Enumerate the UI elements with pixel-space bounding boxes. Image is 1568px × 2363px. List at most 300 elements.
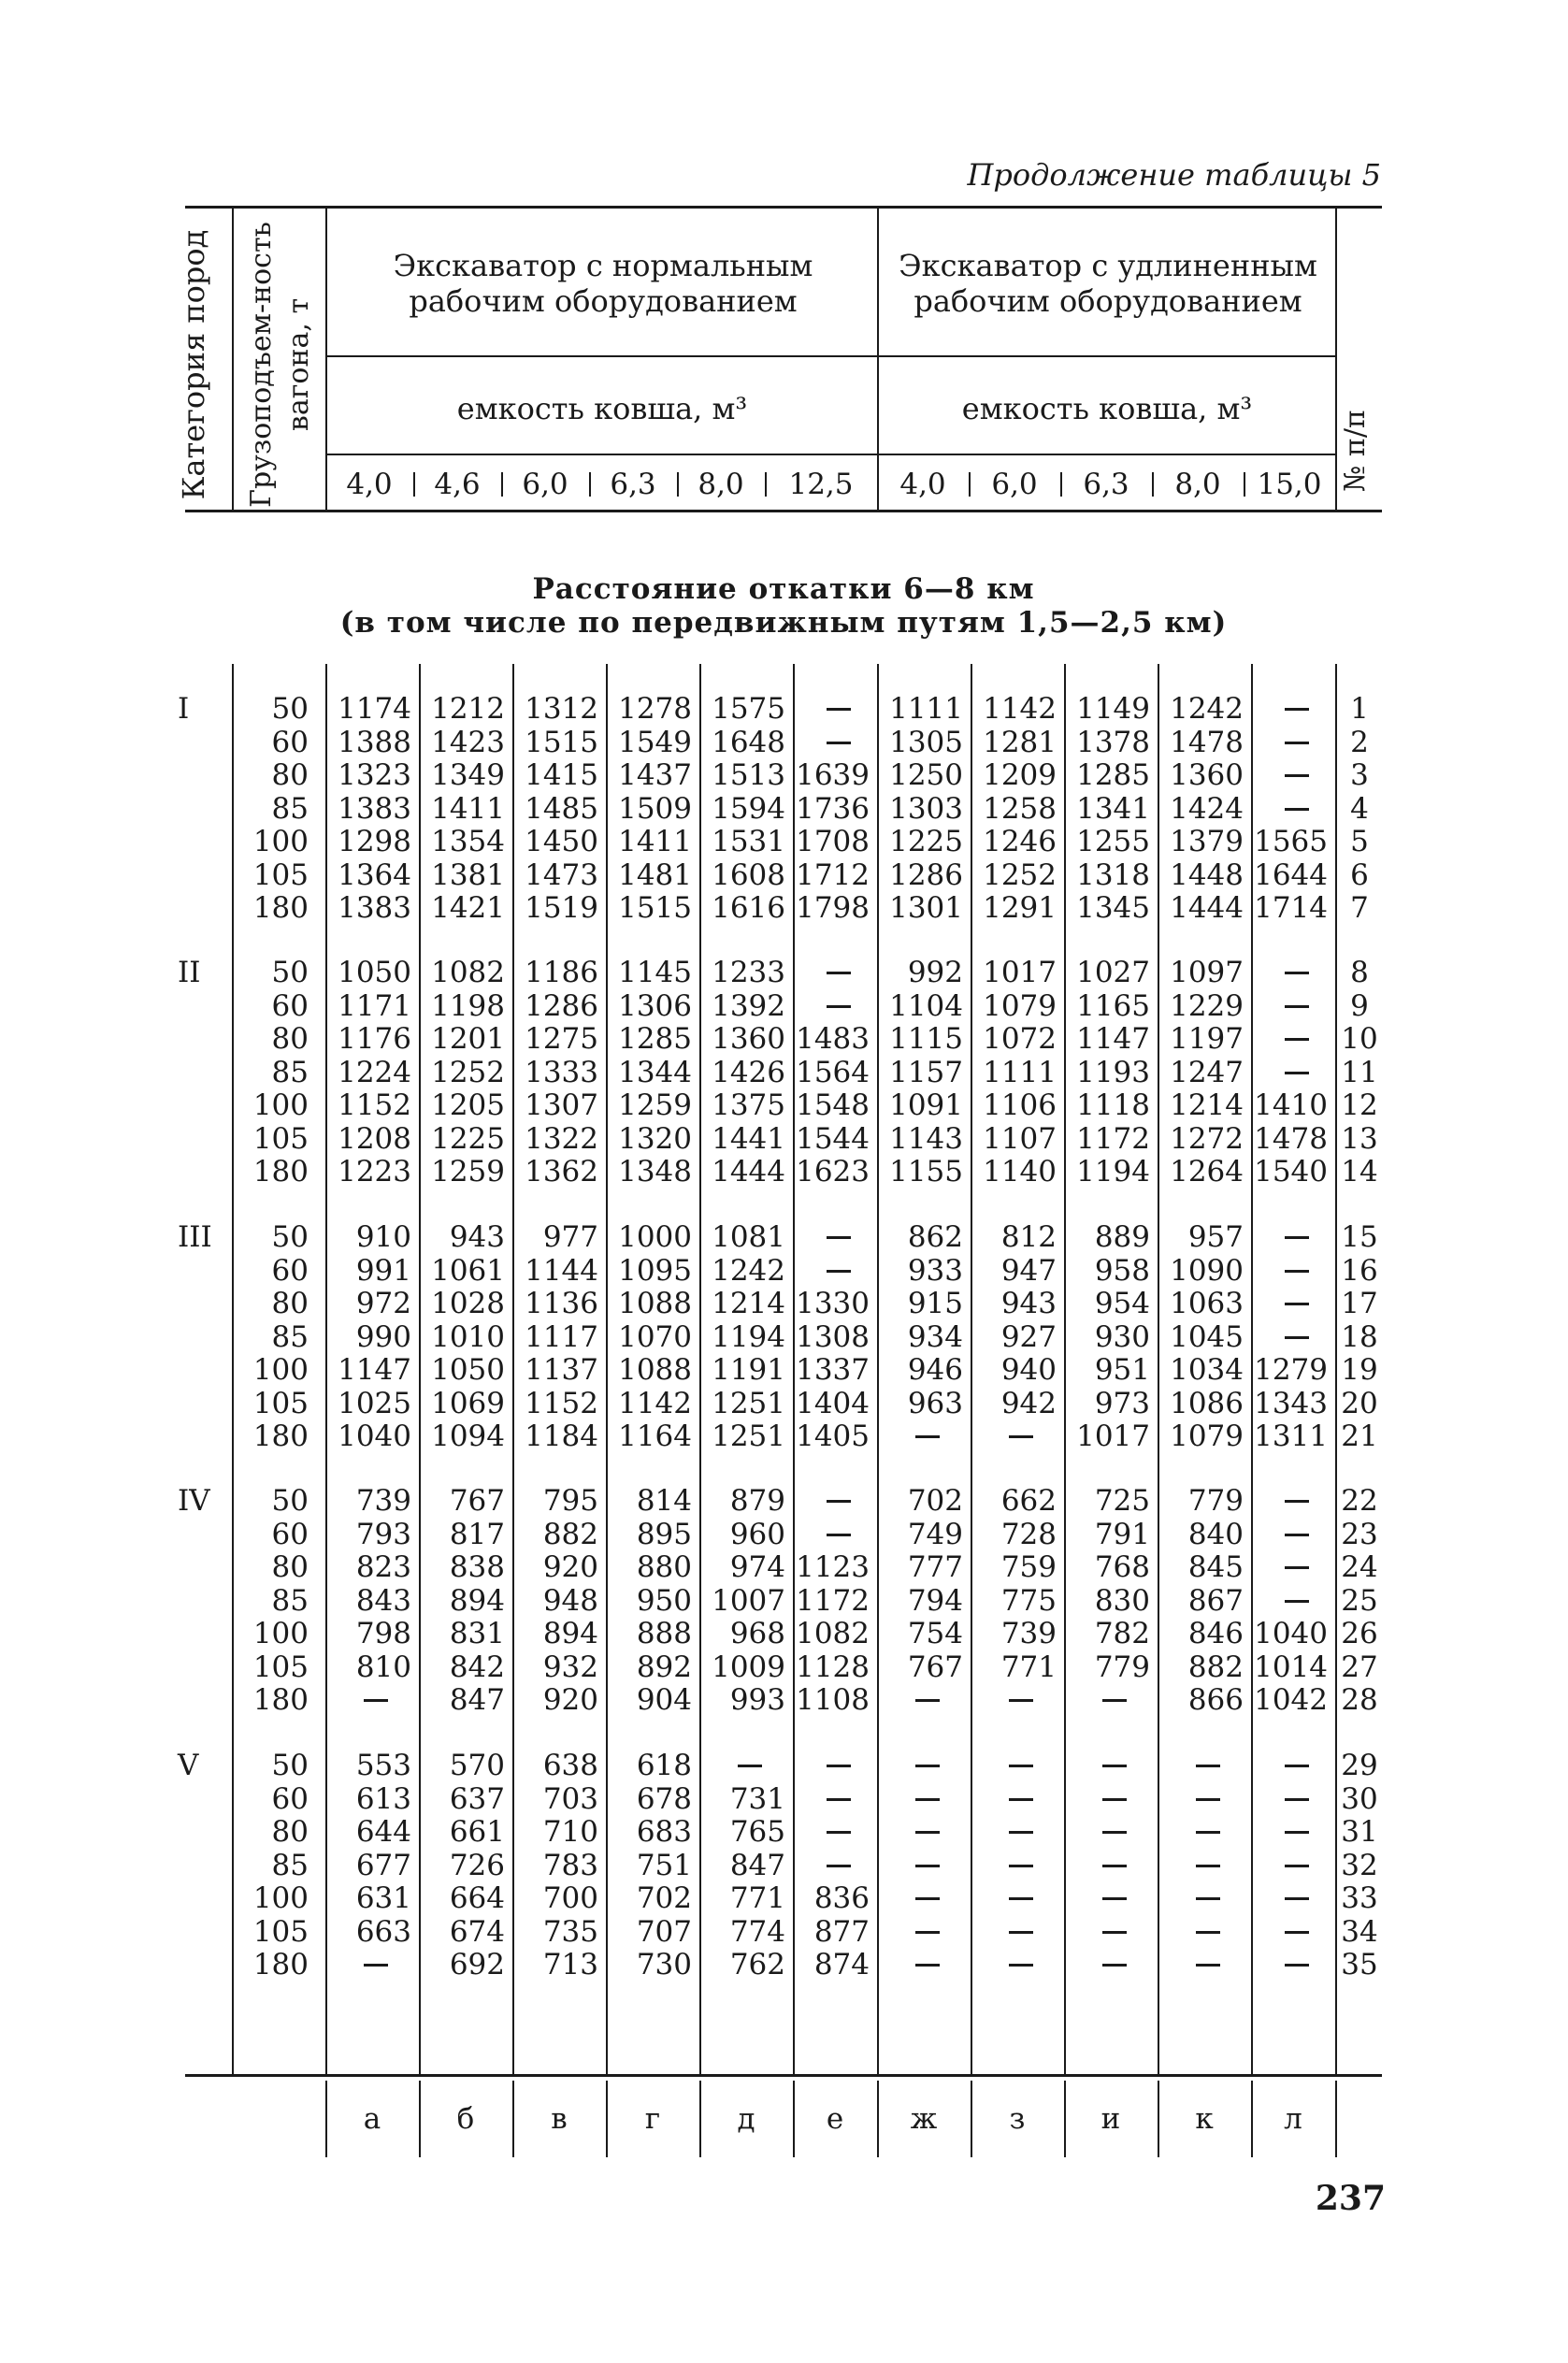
- value-cell: 1285: [1076, 758, 1150, 792]
- value-cell: 683: [636, 1815, 692, 1849]
- header-mid-rule-normal: [327, 355, 877, 357]
- value-cell: 877: [813, 1914, 870, 1949]
- value-cell: 631: [355, 1881, 411, 1915]
- value-cell: 933: [907, 1253, 963, 1288]
- value-cell: 739: [1000, 1617, 1057, 1650]
- value-cell: 951: [1094, 1353, 1150, 1387]
- value-cell: 1136: [525, 1287, 598, 1320]
- value-cell: 798: [355, 1617, 411, 1650]
- capacity-cell: 85: [271, 1583, 309, 1618]
- value-cell: 963: [907, 1386, 963, 1420]
- value-cell: 1250: [889, 758, 963, 792]
- empty-value-dash: [738, 1765, 762, 1767]
- value-cell: 1333: [525, 1055, 598, 1089]
- empty-value-dash: [1285, 1865, 1309, 1867]
- value-cell: 794: [907, 1583, 963, 1618]
- value-cell: 1259: [618, 1088, 692, 1122]
- value-cell: 1152: [338, 1088, 411, 1122]
- value-cell: 894: [542, 1617, 598, 1650]
- value-cell: 707: [636, 1914, 692, 1949]
- value-cell: 862: [907, 1220, 963, 1254]
- value-cell: 1341: [1076, 791, 1150, 826]
- value-cell: 1184: [525, 1419, 598, 1453]
- empty-value-dash: [1285, 1765, 1309, 1767]
- value-cell: 1172: [1076, 1121, 1150, 1156]
- empty-value-dash: [1285, 1897, 1309, 1900]
- row-number: 11: [1341, 1055, 1378, 1089]
- value-cell: 1337: [796, 1353, 870, 1387]
- empty-value-dash: [1285, 708, 1309, 711]
- value-cell: 1437: [618, 758, 692, 792]
- value-cell: 1194: [1076, 1155, 1150, 1189]
- bucket-separator: [677, 472, 679, 497]
- value-cell: 1070: [618, 1319, 692, 1354]
- value-cell: 663: [355, 1914, 411, 1949]
- capacity-cell: 80: [271, 1287, 309, 1320]
- value-cell: 1224: [338, 1055, 411, 1089]
- value-cell: 1424: [1170, 791, 1244, 826]
- value-cell: 1042: [1254, 1683, 1328, 1717]
- value-cell: 739: [355, 1484, 411, 1518]
- empty-value-dash: [1009, 1798, 1033, 1801]
- capacity-cell: 180: [252, 1419, 309, 1453]
- row-number: 1: [1350, 692, 1369, 726]
- row-number: 5: [1350, 825, 1369, 858]
- value-cell: 771: [729, 1881, 785, 1915]
- row-number: 21: [1341, 1419, 1378, 1453]
- value-cell: 782: [1094, 1617, 1150, 1650]
- value-cell: 915: [907, 1287, 963, 1320]
- empty-value-dash: [827, 1500, 851, 1503]
- value-cell: 1111: [983, 1055, 1057, 1089]
- value-cell: 1345: [1076, 891, 1150, 925]
- value-cell: 1197: [1170, 1022, 1244, 1056]
- value-cell: 1212: [431, 692, 505, 726]
- value-cell: 1305: [889, 725, 963, 759]
- empty-value-dash: [827, 1005, 851, 1008]
- value-cell: 1251: [712, 1386, 785, 1420]
- value-cell: 920: [542, 1550, 598, 1584]
- header-bucket-label-normal: емкость ковша, м³: [456, 391, 748, 426]
- capacity-cell: 85: [271, 791, 309, 826]
- value-cell: 867: [1187, 1583, 1244, 1618]
- value-cell: 1027: [1076, 956, 1150, 989]
- bucket-separator: [501, 472, 503, 497]
- value-cell: 968: [729, 1617, 785, 1650]
- value-cell: 1225: [889, 825, 963, 858]
- empty-value-dash: [1102, 1831, 1127, 1834]
- value-cell: 762: [729, 1948, 785, 1981]
- value-cell: 1388: [338, 725, 411, 759]
- capacity-cell: 60: [271, 1517, 309, 1551]
- header-divider-3: [877, 208, 879, 510]
- value-cell: 836: [813, 1881, 870, 1915]
- value-cell: 1544: [796, 1121, 870, 1156]
- bucket-size-label: 4,0: [899, 468, 946, 501]
- value-cell: 1123: [796, 1550, 870, 1584]
- value-cell: 1712: [796, 857, 870, 892]
- value-cell: 1411: [431, 791, 505, 826]
- value-cell: 1242: [1170, 692, 1244, 726]
- bucket-separator: [1244, 472, 1245, 497]
- value-cell: 1061: [431, 1253, 505, 1288]
- value-cell: 730: [636, 1948, 692, 1981]
- row-number: 35: [1341, 1948, 1378, 1981]
- value-cell: 847: [449, 1683, 505, 1717]
- value-cell: 731: [729, 1781, 785, 1816]
- value-cell: 1017: [1076, 1419, 1150, 1453]
- value-cell: 1082: [431, 956, 505, 989]
- value-cell: 1247: [1170, 1055, 1244, 1089]
- value-cell: 1209: [983, 758, 1057, 792]
- empty-value-dash: [1285, 1798, 1309, 1801]
- value-cell: 1483: [796, 1022, 870, 1056]
- value-cell: 1736: [796, 791, 870, 826]
- value-cell: 644: [355, 1815, 411, 1849]
- bucket-separator: [969, 472, 971, 497]
- section-title-line2: (в том числе по передвижным путям 1,5—2,5 км): [339, 606, 1228, 640]
- value-cell: 1275: [525, 1022, 598, 1056]
- value-cell: 779: [1094, 1650, 1150, 1684]
- value-cell: 1082: [796, 1617, 870, 1650]
- value-cell: 674: [449, 1914, 505, 1949]
- value-cell: 814: [636, 1484, 692, 1518]
- capacity-cell: 60: [271, 1253, 309, 1288]
- header-divider-4: [1335, 208, 1337, 510]
- value-cell: 948: [542, 1583, 598, 1618]
- value-cell: 932: [542, 1650, 598, 1684]
- value-cell: 1644: [1254, 857, 1328, 892]
- bucket-size-label: 6,0: [991, 468, 1038, 501]
- value-cell: 942: [1000, 1386, 1057, 1420]
- column-letter: л: [1284, 2102, 1302, 2136]
- row-number: 30: [1341, 1781, 1378, 1816]
- value-cell: 1392: [712, 988, 785, 1023]
- value-cell: 1515: [525, 725, 598, 759]
- value-cell: 934: [907, 1319, 963, 1354]
- empty-value-dash: [915, 1831, 940, 1834]
- capacity-cell: 180: [252, 1948, 309, 1981]
- row-number: 20: [1341, 1386, 1378, 1420]
- value-cell: 974: [729, 1550, 785, 1584]
- capacity-cell: 80: [271, 1550, 309, 1584]
- value-cell: 958: [1094, 1253, 1150, 1288]
- value-cell: 1639: [796, 758, 870, 792]
- value-cell: 678: [636, 1781, 692, 1816]
- value-cell: 767: [449, 1484, 505, 1518]
- value-cell: 767: [907, 1650, 963, 1684]
- value-cell: 1081: [712, 1220, 785, 1254]
- value-cell: 1106: [983, 1088, 1057, 1122]
- value-cell: 960: [729, 1517, 785, 1551]
- capacity-cell: 100: [252, 1088, 309, 1122]
- value-cell: 759: [1000, 1550, 1057, 1584]
- value-cell: 946: [907, 1353, 963, 1387]
- capacity-cell: 60: [271, 725, 309, 759]
- value-cell: 1648: [712, 725, 785, 759]
- value-cell: 570: [449, 1749, 505, 1782]
- empty-value-dash: [1285, 1600, 1309, 1603]
- value-cell: 1448: [1170, 857, 1244, 892]
- value-cell: 749: [907, 1517, 963, 1551]
- capacity-cell: 85: [271, 1055, 309, 1089]
- letter-column-rule: [1335, 2081, 1337, 2157]
- value-cell: 1415: [525, 758, 598, 792]
- value-cell: 889: [1094, 1220, 1150, 1254]
- value-cell: 1097: [1170, 956, 1244, 989]
- value-cell: 1014: [1254, 1650, 1328, 1684]
- value-cell: 1623: [796, 1155, 870, 1189]
- bucket-size-label: 12,5: [788, 468, 854, 501]
- value-cell: 874: [813, 1948, 870, 1981]
- empty-value-dash: [1285, 972, 1309, 974]
- value-cell: 1318: [1076, 857, 1150, 892]
- value-cell: 735: [542, 1914, 598, 1949]
- empty-value-dash: [1009, 1931, 1033, 1934]
- header-category-label: Категория пород: [176, 229, 211, 500]
- value-cell: 1450: [525, 825, 598, 858]
- value-cell: 1798: [796, 891, 870, 925]
- column-letter: в: [551, 2102, 568, 2136]
- header-bucket-rule-extended: [879, 454, 1335, 455]
- value-cell: 1360: [712, 1022, 785, 1056]
- row-number: 12: [1341, 1088, 1378, 1122]
- value-cell: 662: [1000, 1484, 1057, 1518]
- empty-value-dash: [1285, 808, 1309, 811]
- capacity-cell: 105: [252, 1914, 309, 1949]
- empty-value-dash: [1285, 1534, 1309, 1536]
- value-cell: 920: [542, 1683, 598, 1717]
- value-cell: 1201: [431, 1022, 505, 1056]
- value-cell: 1223: [338, 1155, 411, 1189]
- value-cell: 1108: [796, 1683, 870, 1717]
- empty-value-dash: [1102, 1798, 1127, 1801]
- row-number: 7: [1350, 891, 1369, 925]
- value-cell: 1176: [338, 1022, 411, 1056]
- value-cell: 1549: [618, 725, 692, 759]
- empty-value-dash: [1196, 1931, 1220, 1934]
- value-cell: 993: [729, 1683, 785, 1717]
- value-cell: 765: [729, 1815, 785, 1849]
- value-cell: 1444: [1170, 891, 1244, 925]
- capacity-cell: 100: [252, 825, 309, 858]
- header-divider-2: [325, 208, 327, 510]
- bucket-size-label: 15,0: [1257, 468, 1322, 501]
- capacity-cell: 50: [271, 1220, 309, 1254]
- empty-value-dash: [1196, 1831, 1220, 1834]
- value-cell: 812: [1000, 1220, 1057, 1254]
- value-cell: 1086: [1170, 1386, 1244, 1420]
- value-cell: 1172: [796, 1583, 870, 1618]
- value-cell: 1233: [712, 956, 785, 989]
- capacity-cell: 100: [252, 1881, 309, 1915]
- value-cell: 713: [542, 1948, 598, 1981]
- value-cell: 1040: [338, 1419, 411, 1453]
- value-cell: 866: [1187, 1683, 1244, 1717]
- row-number: 8: [1350, 956, 1369, 989]
- row-number: 33: [1341, 1881, 1378, 1915]
- value-cell: 1548: [796, 1088, 870, 1122]
- header-capacity-label: Грузоподъем-ность вагона, т: [245, 222, 315, 508]
- value-cell: 1485: [525, 791, 598, 826]
- capacity-cell: 50: [271, 956, 309, 989]
- empty-value-dash: [827, 1270, 851, 1273]
- empty-value-dash: [1009, 1865, 1033, 1867]
- value-cell: 1117: [525, 1319, 598, 1354]
- value-cell: 1017: [983, 956, 1057, 989]
- value-cell: 1405: [796, 1419, 870, 1453]
- bucket-size-label: 6,3: [1083, 468, 1129, 501]
- capacity-cell: 50: [271, 692, 309, 726]
- empty-value-dash: [827, 972, 851, 974]
- value-cell: 702: [907, 1484, 963, 1518]
- value-cell: 726: [449, 1848, 505, 1882]
- value-cell: 1255: [1076, 825, 1150, 858]
- page-number: 237: [1315, 2179, 1386, 2218]
- column-letter: ж: [910, 2102, 938, 2136]
- bucket-size-label: 6,0: [522, 468, 568, 501]
- value-cell: 775: [1000, 1583, 1057, 1618]
- row-number: 29: [1341, 1749, 1378, 1782]
- value-cell: 1186: [525, 956, 598, 989]
- value-cell: 728: [1000, 1517, 1057, 1551]
- empty-value-dash: [1102, 1699, 1127, 1702]
- value-cell: 1348: [618, 1155, 692, 1189]
- value-cell: 1381: [431, 857, 505, 892]
- value-cell: 1364: [338, 857, 411, 892]
- value-cell: 1426: [712, 1055, 785, 1089]
- value-cell: 1007: [712, 1583, 785, 1618]
- value-cell: 1152: [525, 1386, 598, 1420]
- row-number: 19: [1341, 1353, 1378, 1387]
- column-letter: а: [363, 2102, 381, 2136]
- value-cell: 1421: [431, 891, 505, 925]
- value-cell: 1118: [1076, 1088, 1150, 1122]
- value-cell: 838: [449, 1550, 505, 1584]
- value-cell: 1307: [525, 1088, 598, 1122]
- value-cell: 1128: [796, 1650, 870, 1684]
- value-cell: 1279: [1254, 1353, 1328, 1387]
- value-cell: 777: [907, 1550, 963, 1584]
- empty-value-dash: [915, 1435, 940, 1438]
- value-cell: 1063: [1170, 1287, 1244, 1320]
- value-cell: 1322: [525, 1121, 598, 1156]
- column-rule: [1335, 664, 1337, 2074]
- row-number: 28: [1341, 1683, 1378, 1717]
- value-cell: 1714: [1254, 891, 1328, 925]
- value-cell: 940: [1000, 1353, 1057, 1387]
- empty-value-dash: [1102, 1897, 1127, 1900]
- value-cell: 1515: [618, 891, 692, 925]
- header-mid-rule-extended: [879, 355, 1335, 357]
- value-cell: 894: [449, 1583, 505, 1618]
- value-cell: 840: [1187, 1517, 1244, 1551]
- capacity-cell: 50: [271, 1749, 309, 1782]
- empty-value-dash: [1285, 1236, 1309, 1239]
- value-cell: 977: [542, 1220, 598, 1254]
- empty-value-dash: [1102, 1964, 1127, 1967]
- value-cell: 1264: [1170, 1155, 1244, 1189]
- row-number: 4: [1350, 791, 1369, 826]
- value-cell: 910: [355, 1220, 411, 1254]
- value-cell: 1090: [1170, 1253, 1244, 1288]
- empty-value-dash: [1102, 1865, 1127, 1867]
- empty-value-dash: [1009, 1699, 1033, 1702]
- column-letter: к: [1195, 2102, 1214, 2136]
- empty-value-dash: [915, 1765, 940, 1767]
- value-cell: 1142: [983, 692, 1057, 726]
- empty-value-dash: [1285, 774, 1309, 777]
- category-label: I: [178, 692, 190, 726]
- value-cell: 1050: [431, 1353, 505, 1387]
- value-cell: 1360: [1170, 758, 1244, 792]
- empty-value-dash: [1009, 1435, 1033, 1438]
- value-cell: 1079: [1170, 1419, 1244, 1453]
- value-cell: 618: [636, 1749, 692, 1782]
- value-cell: 1000: [618, 1220, 692, 1254]
- value-cell: 1208: [338, 1121, 411, 1156]
- value-cell: 1214: [1170, 1088, 1244, 1122]
- value-cell: 1095: [618, 1253, 692, 1288]
- value-cell: 1478: [1254, 1121, 1328, 1156]
- header-bottom-rule: [185, 510, 1382, 512]
- capacity-cell: 180: [252, 1683, 309, 1717]
- value-cell: 1411: [618, 825, 692, 858]
- value-cell: 1594: [712, 791, 785, 826]
- value-cell: 1072: [983, 1022, 1057, 1056]
- bucket-size-label: 6,3: [610, 468, 656, 501]
- value-cell: 882: [1187, 1650, 1244, 1684]
- empty-value-dash: [1009, 1964, 1033, 1967]
- column-letter: г: [644, 2102, 661, 2136]
- value-cell: 888: [636, 1617, 692, 1650]
- value-cell: 895: [636, 1517, 692, 1551]
- capacity-cell: 180: [252, 1155, 309, 1189]
- value-cell: 972: [355, 1287, 411, 1320]
- category-label: IV: [178, 1484, 210, 1518]
- value-cell: 1045: [1170, 1319, 1244, 1354]
- empty-value-dash: [915, 1865, 940, 1867]
- row-number: 34: [1341, 1914, 1378, 1949]
- value-cell: 957: [1187, 1220, 1244, 1254]
- empty-value-dash: [364, 1699, 388, 1702]
- empty-value-dash: [827, 1236, 851, 1239]
- capacity-cell: 105: [252, 1121, 309, 1156]
- value-cell: 1242: [712, 1253, 785, 1288]
- value-cell: 1354: [431, 825, 505, 858]
- value-cell: 1608: [712, 857, 785, 892]
- bucket-size-label: 4,6: [434, 468, 481, 501]
- row-number: 31: [1341, 1815, 1378, 1849]
- value-cell: 1481: [618, 857, 692, 892]
- capacity-cell: 105: [252, 1386, 309, 1420]
- value-cell: 1286: [525, 988, 598, 1023]
- value-cell: 1383: [338, 791, 411, 826]
- row-number: 27: [1341, 1650, 1378, 1684]
- row-number: 24: [1341, 1550, 1378, 1584]
- column-letter: и: [1100, 2102, 1121, 2136]
- value-cell: 677: [355, 1848, 411, 1882]
- value-cell: 1094: [431, 1419, 505, 1453]
- bucket-separator: [1152, 472, 1154, 497]
- value-cell: 613: [355, 1781, 411, 1816]
- bucket-size-label: 8,0: [698, 468, 744, 501]
- value-cell: 1531: [712, 825, 785, 858]
- value-cell: 771: [1000, 1650, 1057, 1684]
- row-number: 23: [1341, 1517, 1378, 1551]
- value-cell: 1258: [983, 791, 1057, 826]
- value-cell: 1214: [712, 1287, 785, 1320]
